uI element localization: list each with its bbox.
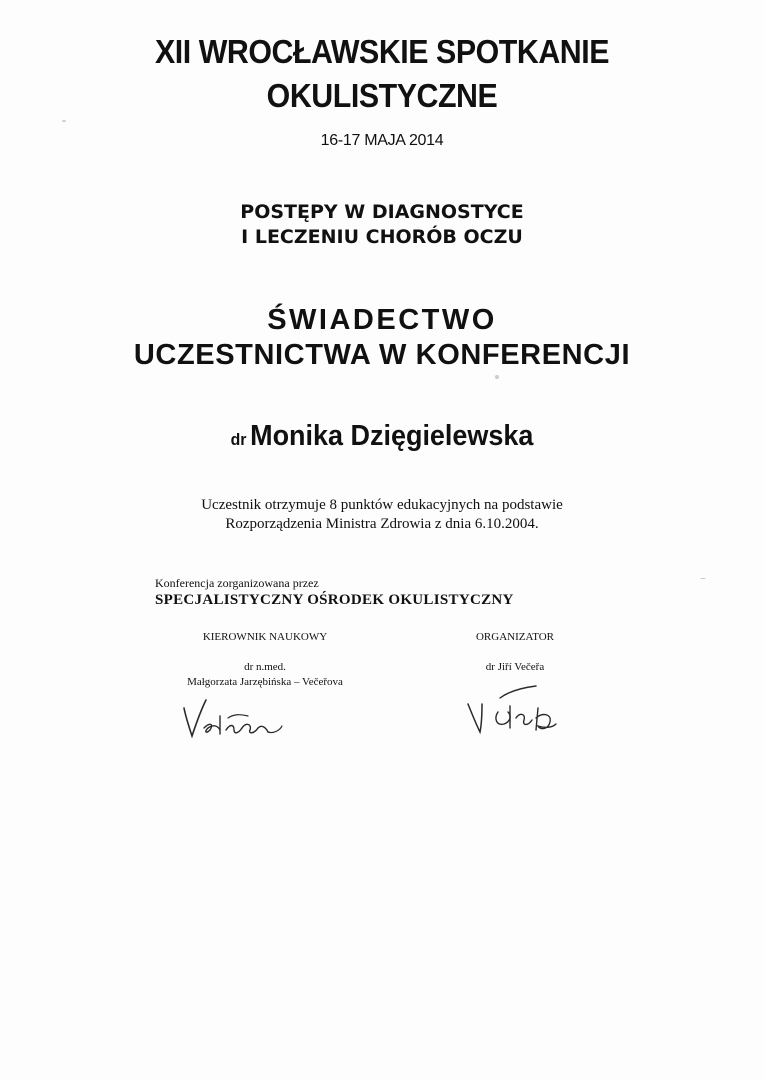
signatory-role: ORGANIZATOR	[475, 631, 555, 643]
scan-speck	[700, 578, 706, 579]
signatory-title: dr n.med.	[244, 661, 286, 673]
signatory-name: dr Jiří Večeřa	[485, 661, 545, 673]
scan-speck	[62, 120, 66, 122]
education-points-line2: Rozporządzenia Ministra Zdrowia z dnia 6.10.2004.	[225, 516, 539, 532]
signatory-organizer	[440, 630, 590, 675]
handwritten-signature-left	[176, 694, 296, 744]
conference-subtitle	[0, 200, 764, 250]
signatory-scientific-head	[160, 630, 370, 690]
education-points-note	[0, 496, 764, 534]
organizer-label: Konferencja zorganizowana przez	[155, 576, 319, 590]
certificate-heading-line1: ŚWIADECTWO	[267, 304, 497, 336]
certificate-heading	[0, 303, 764, 373]
handwritten-signature-right	[460, 678, 570, 748]
signatory-role: KIEROWNIK NAUKOWY	[202, 631, 328, 643]
conference-title-line2: OKULISTYCZNE	[266, 77, 498, 114]
conference-subtitle-line1: POSTĘPY W DIAGNOSTYCE	[240, 201, 524, 223]
conference-title	[31, 30, 734, 118]
participant-full-name: Monika Dzięgielewska	[250, 420, 534, 452]
certificate-heading-line2: UCZESTNICTWA W KONFERENCJI	[133, 339, 631, 371]
participant-prefix: dr	[230, 430, 247, 449]
scan-speck	[495, 375, 499, 379]
signatory-name: Małgorzata Jarzębińska – Večeřova	[187, 676, 343, 688]
organizer-block	[155, 576, 514, 610]
education-points-line1: Uczestnik otrzymuje 8 punktów edukacyjnych na podstawie	[201, 497, 563, 513]
organizer-name: SPECJALISTYCZNY OŚRODEK OKULISTYCZNY	[155, 592, 514, 608]
participant-name	[27, 416, 738, 460]
conference-title-line1: XII WROCŁAWSKIE SPOTKANIE	[154, 33, 610, 70]
conference-dates: 16-17 MAJA 2014	[320, 132, 444, 149]
conference-subtitle-line2: I LECZENIU CHORÓB OCZU	[241, 226, 523, 248]
